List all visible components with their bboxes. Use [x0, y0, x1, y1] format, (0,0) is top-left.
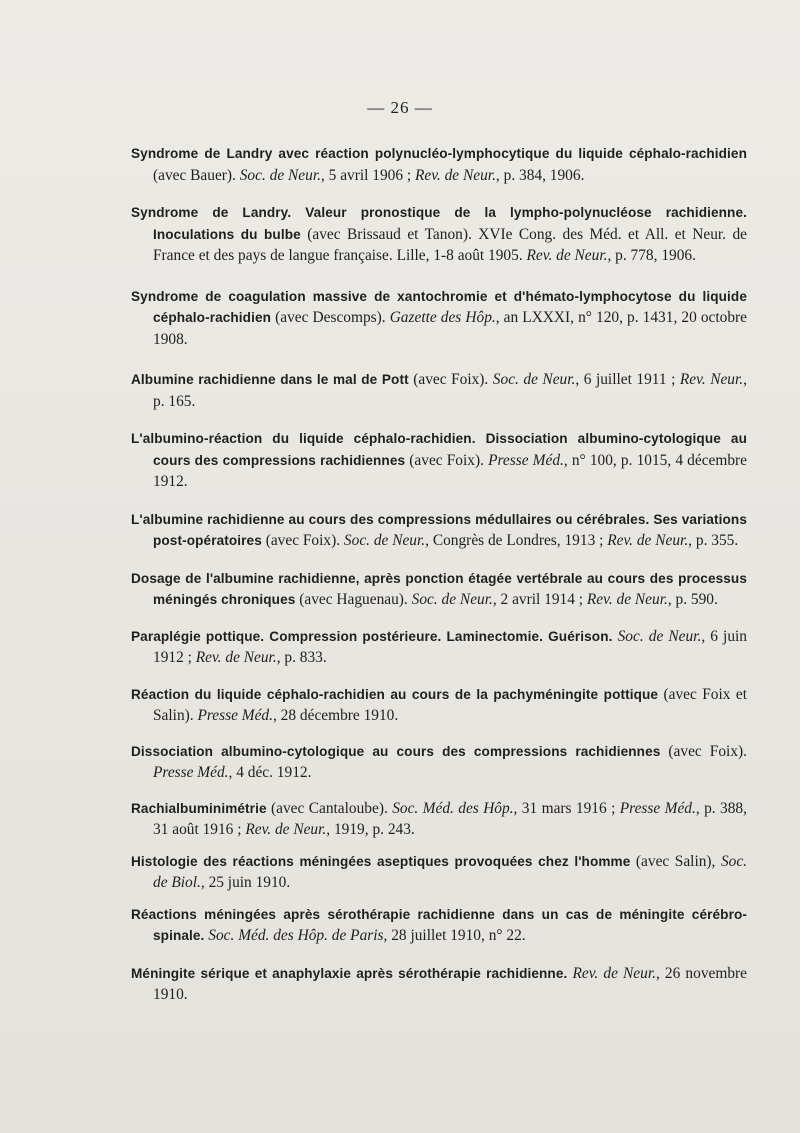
entry-title: Dosage de l'albumine rachidienne, après ponction étagée vertébrale au cours des processus méningés chroniques — [131, 570, 747, 607]
citation-text: , 26 novembre 1910. — [153, 964, 747, 1003]
bibliography-entry — [131, 143, 747, 186]
bibliography-entry — [131, 428, 747, 493]
entry-citation — [153, 167, 584, 184]
entry-title: Réaction du liquide céphalo-rachidien au cours de la pachyméningite pottique — [131, 686, 659, 702]
citation-text: , p. 165. — [153, 371, 747, 410]
journal-title: Soc. Méd. des Hôp. de Paris — [208, 927, 384, 944]
journal-title: Rev. de Neur. — [586, 591, 668, 608]
entry-title: Paraplégie pottique. Compression postérieure. Laminectomie. Guérison. — [131, 628, 613, 644]
journal-title: Presse Méd. — [197, 707, 273, 724]
page-number: — 26 — — [367, 98, 433, 117]
bibliography-entry — [131, 904, 747, 947]
citation-text: , n° 100, p. 1015, 4 décembre 1912. — [153, 451, 747, 490]
journal-title: Presse Méd. — [619, 799, 696, 817]
citation-text: (avec Foix). — [405, 451, 489, 469]
bibliography-entry — [131, 798, 747, 841]
citation-text: , an LXXXI, n° 120, p. 1431, 20 octobre 1908. — [153, 309, 748, 348]
citation-text: (avec Haguenau). — [295, 591, 412, 608]
entry-title: Méningite sérique et anaphylaxie après sérothérapie rachidienne. — [131, 965, 568, 981]
entry-title: Albumine rachidienne dans le mal de Pott — [131, 372, 409, 387]
citation-text: , 2 avril 1914 ; — [492, 591, 587, 608]
bibliography-entry — [131, 851, 747, 894]
citation-text: (avec Foix et Salin). — [153, 685, 747, 724]
journal-title: Soc. de Biol. — [153, 852, 748, 891]
citation-text: , 6 juillet 1911 ; — [575, 371, 680, 388]
journal-title: Presse Méd. — [153, 764, 229, 781]
journal-title: Rev. Neur. — [679, 371, 744, 388]
bibliography-entry — [131, 202, 747, 267]
bibliography-entry — [131, 286, 747, 351]
citation-text: , 31 mars 1916 ; — [513, 799, 620, 817]
citation-text: (avec Bauer). — [153, 166, 240, 184]
journal-title: Soc. de Neur. — [617, 627, 702, 645]
entry-title: Dissociation albumino-cytologique au cours des compressions rachidiennes — [131, 743, 661, 759]
citation-text: , 5 avril 1906 ; — [320, 166, 415, 184]
citation-text: (avec Foix). — [261, 532, 344, 549]
citation-text: , p. 355. — [688, 532, 739, 549]
entry-title: Histologie des réactions méningées aseptiques provoquées chez l'homme — [131, 853, 631, 869]
citation-text: (avec Brissaud et Tanon). XVIe Cong. des Méd. et All. et Neur. de France et des pays de langue française. Lille, 1-8 août 1905. — [153, 225, 747, 264]
bibliography-entry — [131, 626, 747, 669]
journal-title: Soc. de Neur. — [411, 591, 493, 608]
journal-title: Soc. Méd. des Hôp. — [392, 799, 514, 817]
journal-title: Gazette des Hôp. — [389, 309, 496, 326]
citation-text: , p. 388, 31 août 1916 ; — [153, 799, 747, 838]
citation-text: , 28 juillet 1910, n° 22. — [383, 927, 526, 944]
journal-title: Presse Méd. — [488, 451, 564, 469]
citation-text: (avec Foix). — [660, 742, 747, 760]
entry-citation — [262, 532, 738, 549]
entry-citation — [295, 591, 717, 608]
bibliography-entry — [131, 684, 747, 727]
journal-title: Soc. de Neur. — [239, 166, 321, 184]
bibliography-entry — [131, 369, 747, 412]
entry-title: Syndrome de Landry avec réaction polynucléo-lymphocytique du liquide céphalo-rachidien — [131, 146, 747, 161]
bibliography-entry — [131, 568, 747, 611]
citation-text: , 4 déc. 1912. — [228, 764, 312, 781]
bibliography-list — [131, 128, 747, 1006]
entry-title: Rachialbuminimétrie — [131, 800, 267, 816]
citation-text: (avec Descomps). — [271, 309, 390, 326]
citation-text: , 28 décembre 1910. — [272, 707, 399, 724]
citation-text: (avec Foix). — [408, 371, 493, 388]
citation-text: , Congrès de Londres, 1913 ; — [425, 532, 608, 549]
bibliography-entry — [131, 963, 747, 1006]
citation-text: , p. 778, 1906. — [607, 247, 696, 264]
entry-title: Syndrome de Landry. Valeur pronostique de la lympho-polynucléose rachidienne. Inoculations du bulbe — [131, 205, 747, 242]
journal-title: Rev. de Neur. — [195, 649, 277, 666]
entry-title: L'albumino-réaction du liquide céphalo-rachidien. Dissociation albumino-cytologique au cours des compressions rachidiennes — [131, 431, 747, 468]
citation-text: , 1919, p. 243. — [326, 821, 415, 838]
journal-title: Soc. de Neur. — [343, 532, 426, 549]
bibliography-entry — [131, 741, 747, 784]
journal-title: Soc. de Neur. — [492, 371, 576, 388]
entry-title: L'albumine rachidienne au cours des compressions médullaires ou cérébrales. Ses variations post-opératoires — [131, 511, 747, 548]
citation-text: (avec Cantaloube). — [266, 799, 393, 817]
journal-title: Rev. de Neur. — [607, 532, 689, 549]
entry-title: Réactions méningées après sérothérapie rachidienne dans un cas de méningite cérébro-spinale. — [131, 906, 747, 943]
bibliography-entry — [131, 509, 747, 552]
entry-title: Syndrome de coagulation massive de xantochromie et d'hémato-lymphocytose du liquide céphalo-rachidien — [131, 288, 747, 325]
journal-title: Rev. de Neur. — [572, 964, 656, 982]
journal-title: Rev. de Neur. — [415, 166, 496, 184]
entry-citation — [204, 927, 525, 944]
citation-text: , 25 juin 1910. — [200, 874, 291, 891]
citation-text: (avec Salin), — [630, 852, 721, 870]
citation-text: , p. 590. — [667, 591, 718, 608]
journal-title: Rev. de Neur. — [526, 247, 608, 264]
citation-text: , 6 juin 1912 ; — [153, 627, 747, 666]
citation-text: , p. 384, 1906. — [495, 166, 585, 184]
journal-title: Rev. de Neur. — [245, 821, 327, 838]
citation-text: , p. 833. — [276, 649, 327, 666]
